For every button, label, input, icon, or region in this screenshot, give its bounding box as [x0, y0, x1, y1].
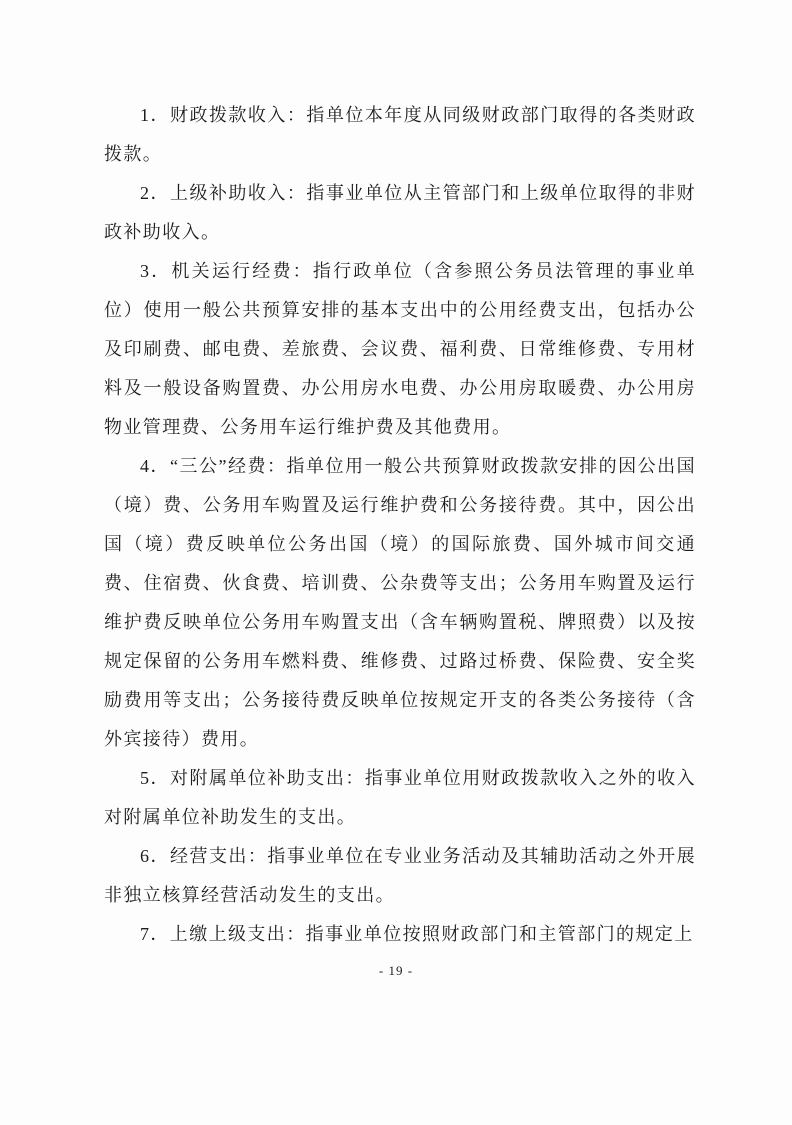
paragraph-three-public-expenses: 4．“三公”经费：指单位用一般公共预算财政拨款安排的因公出国（境）费、公务用车购置及运行维护费和公务接待费。其中，因公出国（境）费反映单位公务出国（境）的国际旅费、国外城市间交通费、住宿费、伙食费、培训费、公杂费等支出；公务用车购置及运行维护费反映单位公务用车购置支出（含车辆购置税、牌照费）以及按规定保留的公务用车燃料费、维修费、过路过桥费、保险费、安全奖励费用等支出；公务接待费反映单位按规定开支的各类公务接待（含外宾接待）费用。 — [104, 456, 696, 749]
paragraph-agency-operating-expenses: 3．机关运行经费：指行政单位（含参照公务员法管理的事业单位）使用一般公共预算安排的基本支出中的公用经费支出，包括办公及印刷费、邮电费、差旅费、会议费、福利费、日常维修费、专用材料及一般设备购置费、办公用房水电费、办公用房取暖费、办公用房物业管理费、公务用车运行维护费及其他费用。 — [104, 261, 696, 437]
paragraph-operating-expenditure: 6．经营支出：指事业单位在专业业务活动及其辅助活动之外开展非独立核算经营活动发生的支出。 — [104, 846, 696, 905]
page-number: - 19 - — [378, 963, 414, 978]
paragraph-payment-to-superior: 7．上缴上级支出：指事业单位按照财政部门和主管部门的规定上 — [140, 924, 694, 944]
paragraph-fiscal-appropriation-income: 1．财政拨款收入：指单位本年度从同级财政部门取得的各类财政拨款。 — [104, 105, 696, 164]
document-body — [104, 96, 696, 954]
paragraph-superior-subsidy-income: 2．上级补助收入：指事业单位从主管部门和上级单位取得的非财政补助收入。 — [104, 183, 696, 242]
paragraph-subsidy-to-affiliated-units: 5．对附属单位补助支出：指事业单位用财政拨款收入之外的收入对附属单位补助发生的支出。 — [104, 768, 696, 827]
